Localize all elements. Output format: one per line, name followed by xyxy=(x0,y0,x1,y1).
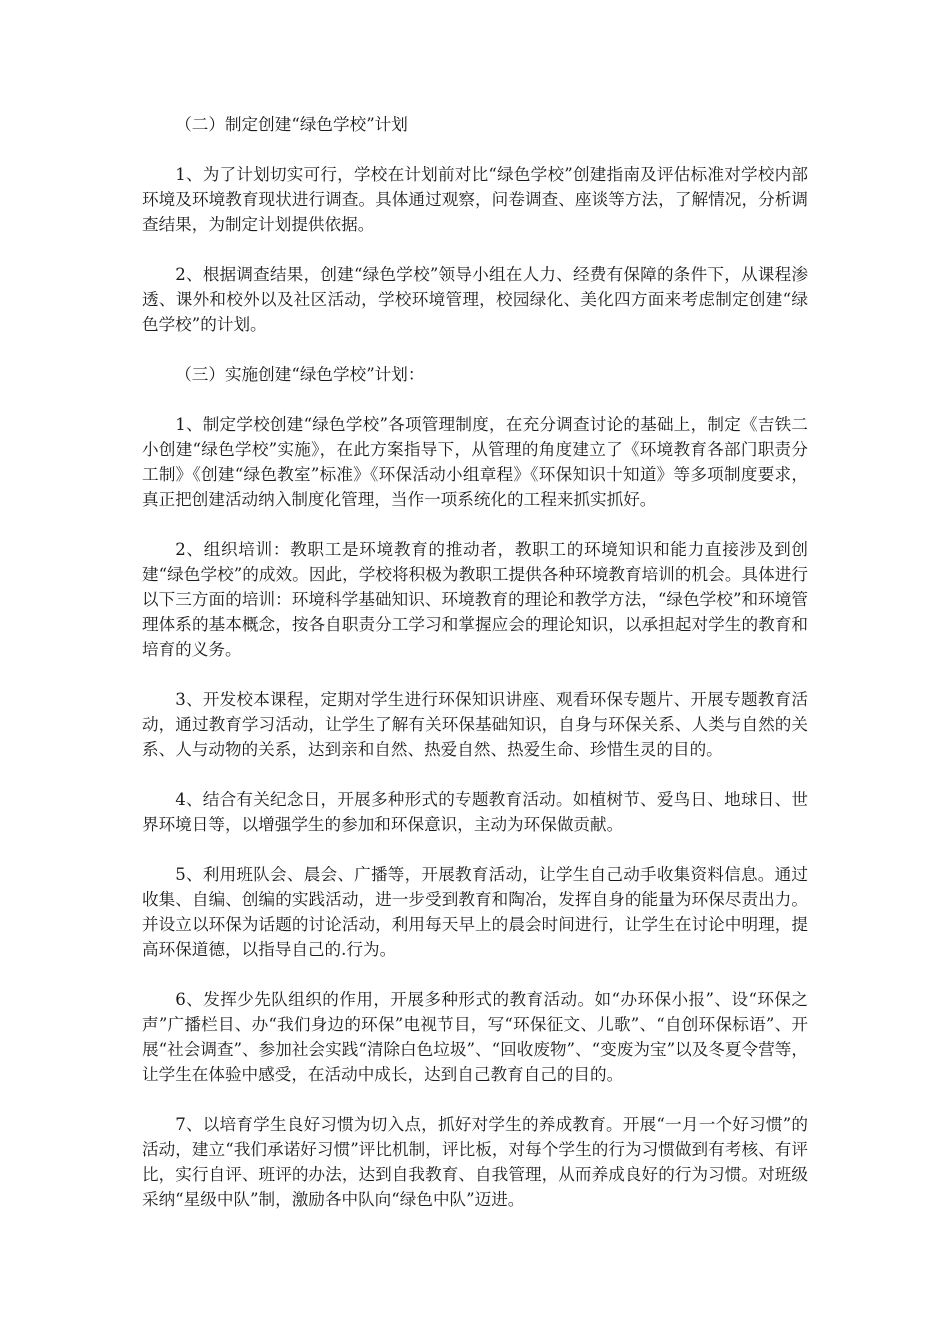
paragraph-3-5: 5、利用班队会、晨会、广播等，开展教育活动，让学生自己动手收集资料信息。通过收集、自编、创编的实践活动，进一步受到教育和陶冶，发挥自身的能量为环保尽责出力。并设立以环保为话题的讨论活动，利用每天早上的晨会时间进行，让学生在讨论中明理，提高环保道德，以指导自己的.行为。 xyxy=(142,865,808,959)
paragraph-3-3: 3、开发校本课程，定期对学生进行环保知识讲座、观看环保专题片、开展专题教育活动，通过教育学习活动，让学生了解有关环保基础知识，自身与环保关系、人类与自然的关系、人与动物的关系，达到亲和自然、热爱自然、热爱生命、珍惜生灵的目的。 xyxy=(142,690,808,759)
section-heading-2: （二）制定创建“绿色学校”计划 xyxy=(175,115,408,134)
paragraph-2-1: 1、为了计划切实可行，学校在计划前对比“绿色学校”创建指南及评估标准对学校内部环境及环境教育现状进行调查。具体通过观察，问卷调查、座谈等方法，了解情况，分析调查结果，为制定计划提供依据。 xyxy=(142,165,808,234)
section-heading-3: （三）实施创建“绿色学校”计划： xyxy=(175,365,425,384)
paragraph-3-1: 1、制定学校创建“绿色学校”各项管理制度，在充分调查讨论的基础上，制定《吉铁二小创建“绿色学校”实施》，在此方案指导下，从管理的角度建立了《环境教育各部门职责分工制》《创建“绿色教室”标准》《环保活动小组章程》《环保知识十知道》等多项制度要求，真正把创建活动纳入制度化管理，当作一项系统化的工程来抓实抓好。 xyxy=(142,415,808,509)
paragraph-2-2: 2、根据调查结果，创建“绿色学校”领导小组在人力、经费有保障的条件下，从课程渗透、课外和校外以及社区活动，学校环境管理，校园绿化、美化四方面来考虑制定创建“绿色学校”的计划。 xyxy=(142,265,808,334)
paragraph-3-2: 2、组织培训：教职工是环境教育的推动者，教职工的环境知识和能力直接涉及到创建“绿色学校”的成效。因此，学校将积极为教职工提供各种环境教育培训的机会。具体进行以下三方面的培训：环境科学基础知识、环境教育的理论和教学方法，“绿色学校”和环境管理体系的基本概念，按各自职责分工学习和掌握应会的理论知识，以承担起对学生的教育和培育的义务。 xyxy=(142,540,808,659)
document-page xyxy=(142,112,808,1237)
paragraph-3-6: 6、发挥少先队组织的作用，开展多种形式的教育活动。如“办环保小报”、设“环保之声”广播栏目、办“我们身边的环保”电视节目，写“环保征文、儿歌”、“自创环保标语”、开展“社会调查”、参加社会实践“清除白色垃圾”、“回收废物”、“变废为宝”以及冬夏令营等，让学生在体验中感受，在活动中成长，达到自己教育自己的目的。 xyxy=(142,990,808,1084)
paragraph-3-7: 7、以培育学生良好习惯为切入点，抓好对学生的养成教育。开展“一月一个好习惯”的活动，建立“我们承诺好习惯”评比机制，评比板，对每个学生的行为习惯做到有考核、有评比，实行自评、班评的办法，达到自我教育、自我管理，从而养成良好的行为习惯。对班级采纳“星级中队”制，激励各中队向“绿色中队”迈进。 xyxy=(142,1115,808,1209)
paragraph-3-4: 4、结合有关纪念日，开展多种形式的专题教育活动。如植树节、爱鸟日、地球日、世界环境日等，以增强学生的参加和环保意识，主动为环保做贡献。 xyxy=(142,790,808,834)
